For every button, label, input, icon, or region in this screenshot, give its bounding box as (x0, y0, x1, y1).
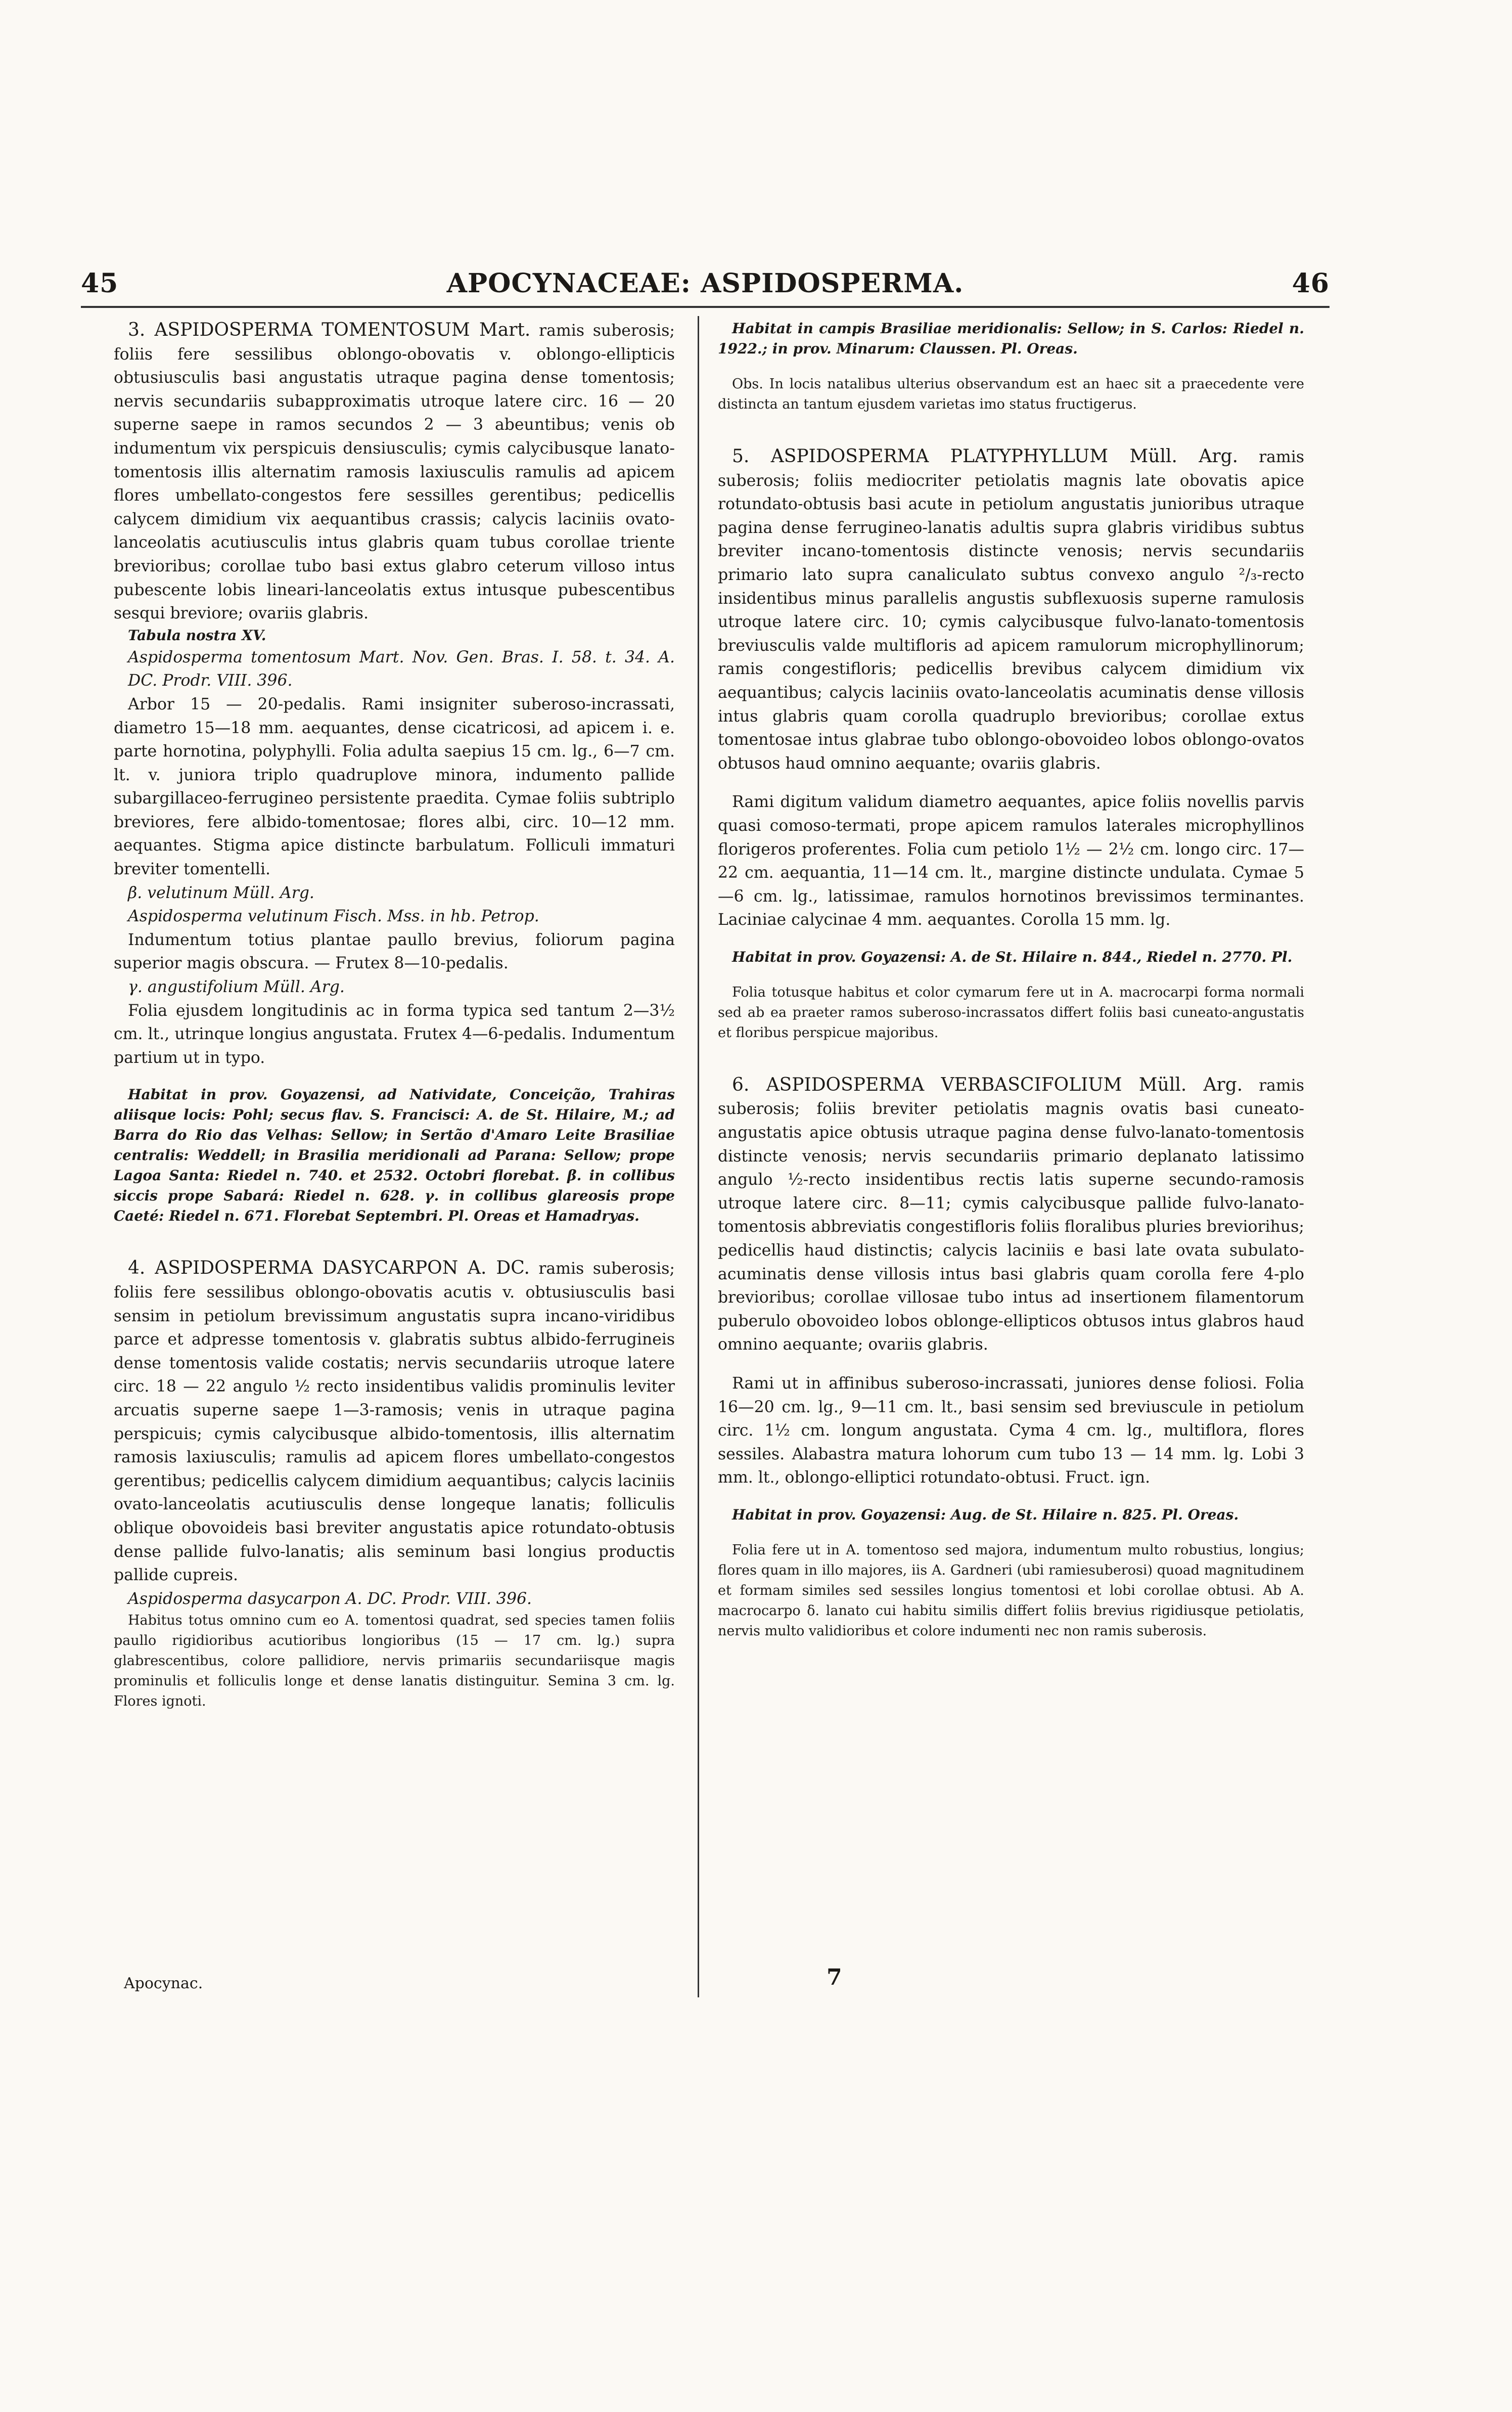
page-number-right: 46 (1292, 268, 1330, 299)
species-5-heading: 5. ASPIDOSPERMA PLATYPHYLLUM Müll. Arg. (732, 446, 1239, 467)
species-3-details: Arbor 15 — 20-pedalis. Rami insigniter suberoso-incrassati, diametro 15—18 mm. aequantes, dense cicatricosi, ad apicem i. e. parte hornotina, polyphylli. Folia adulta saepius 15 cm. lg., 6—7 cm. lt. v. juniora triplo quadruplove minora, indumento pallide subargillaceo-ferrugineo persistente praedita. Cymae foliis subtriplo breviores, fere albido-tomentosae; flores albi, circ. 10—12 mm. aequantes. Stigma apice distincte barbulatum. Folliculi immaturi breviter tomentelli. (114, 695, 675, 879)
signature-mark: Apocynac. (124, 1975, 203, 1992)
header-rule (81, 306, 1330, 308)
species-6-note: Folia fere ut in A. tomentoso sed majora, indumentum multo robustius, longius; flores quam in illo majores, iis A. Gardneri (ubi ramiesuberosi) quoad magnitudinem et formam similes sed sessiles longius tomentosi et lobi corollae obtusi. Ab A. macrocarpo δ. lanato cui habitu similis differt foliis brevius rigidiusque petiolatis, nervis multo validioribus et colore indumenti nec non ramis suberosis. (718, 1542, 1304, 1639)
species-4-habitat: Habitat in campis Brasiliae meridionalis: Sellow; in S. Carlos: Riedel n. 1922.; in prov. Minarum: Claussen. Pl. Oreas. (718, 320, 1304, 357)
species-3-habitat: Habitat in prov. Goyazensi, ad Natividate, Conceição, Trahiras aliisque locis: Pohl; secus flav. S. Francisci: A. de St. Hilaire, M.; ad Barra do Rio das Velhas: Sellow; in Sertão d'Amaro Leite Brasiliae centralis: Weddell; in Brasilia meridionali ad Parana: Sellow; prope Lagoa Santa: Riedel n. 740. et 2532. Octobri florebat. β. in collibus siccis prope Sabará: Riedel n. 628. γ. in collibus glareosis prope Caeté: Riedel n. 671. Florebat Septembri. Pl. Oreas et Hamadryas. (114, 1086, 675, 1225)
species-5-details: Rami digitum validum diametro aequantes, apice foliis novellis parvis quasi comoso-termati, prope apicem ramulos laterales microphyllinos florigeros proferentes. Folia cum petiolo 1½ — 2½ cm. longo circ. 17—22 cm. aequantia, 11—14 cm. lt., margine distincte undulata. Cymae 5—6 cm. lg., latissimae, ramulos hornotinos brevissimos terminantes. Laciniae calycinae 4 mm. aequantes. Corolla 15 mm. lg. (718, 793, 1304, 929)
species-4-synonym: Aspidosperma dasycarpon A. DC. Prodr. VIII. 396. (128, 1589, 532, 1608)
species-4-heading: 4. ASPIDOSPERMA DASYCARPON A. DC. (128, 1258, 530, 1279)
species-6-heading: 6. ASPIDOSPERMA VERBASCIFOLIUM Müll. Arg. (732, 1074, 1243, 1095)
variety-beta-description: Indumentum totius plantae paullo brevius, foliorum pagina superior magis obscura. — Frutex 8—10-pedalis. (114, 930, 675, 973)
right-column (718, 319, 1304, 1641)
running-title: APOCYNACEAE: ASPIDOSPERMA. (446, 268, 964, 299)
species-6-description: 6. ASPIDOSPERMA VERBASCIFOLIUM Müll. Arg. ramis suberosis; foliis breviter petiolatis magnis ovatis basi cuneato-angustatis apice obtusis utraque pagina dense fulvo-lanato-tomentosis distincte venosis; nervis secundariis primario deplanato latissimo angulo ½-recto insidentibus rectis latis superne secundo-ramosis utroque latere circ. 8—11; cymis calycibusque pallide fulvo-lanato-tomentosis abbreviatis congestifloris foliis floralibus pluries breviorihus; pedicellis haud distinctis; calycis laciniis e basi late ovata subulato-acuminatis dense villosis intus basi glabris quam corolla fere 4-plo brevioribus; corollae villosae tubo intus ad insertionem filamentorum puberulo obovoideo lobos oblonge-ellipticos obtusos intus glabros haud omnino aequante; ovariis glabris. (718, 1074, 1305, 1354)
species-3-description: 3. ASPIDOSPERMA TOMENTOSUM Mart. ramis suberosis; foliis fere sessilibus oblongo-obovatis v. oblongo-ellipticis obtusiusculis basi angustatis utraque pagina dense tomentosis; nervis secundariis subapproximatis utroque latere circ. 16 — 20 superne saepe in ramos secundos 2 — 3 abeuntibus; venis ob indumentum vix perspicuis densiusculis; cymis calycibusque lanato-tomentosis illis alternatim ramosis laxiusculis ramulis ad apicem flores umbellato-congestos fere sessilles gerentibus; pedicellis calycem dimidium vix aequantibus crassis; calycis laciniis ovato-lanceolatis acutiusculis intus glabris quam tubus corollae triente brevioribus; corollae tubo basi extus glabro ceterum villoso intus pubescente lobis lineari-lanceolatis extus intusque pubescentibus sesqui breviore; ovariis glabris. (114, 320, 675, 623)
species-3-heading: 3. ASPIDOSPERMA TOMENTOSUM Mart. (128, 320, 531, 340)
species-4-note: Habitus totus omnino cum eo A. tomentosi quadrat, sed species tamen foliis paullo rigidioribus acutioribus longioribus (15 — 17 cm. lg.) supra glabrescentibus, colore pallidiore, nervis primariis secundariisque magis prominulis et folliculis longe et dense lanatis distinguitur. Semina 3 cm. lg. Flores ignoti. (114, 1613, 675, 1710)
sheet-number: 7 (827, 1964, 842, 1990)
variety-beta-heading: β. velutinum Müll. Arg. (128, 883, 314, 902)
species-3-synonym: Aspidosperma tomentosum Mart. Nov. Gen. Bras. I. 58. t. 34. A. DC. Prodr. VIII. 396. (128, 648, 675, 690)
page-number-left: 45 (81, 268, 119, 299)
variety-gamma-description: Folia ejusdem longitudinis ac in forma typica sed tantum 2—3½ cm. lt., utrinque longius angustata. Frutex 4—6-pedalis. Indumentum partium ut in typo. (114, 1001, 675, 1067)
column-divider (698, 316, 699, 1997)
page-header (81, 268, 1330, 303)
species-3-plate: Tabula nostra XV. (128, 627, 266, 644)
species-4-observation: Obs. In locis natalibus ulterius observandum est an haec sit a praecedente vere distincta an tantum ejusdem varietas imo status fructigerus. (718, 376, 1304, 412)
species-5-habitat: Habitat in prov. Goyazensi: A. de St. Hilaire n. 844., Riedel n. 2770. Pl. (732, 948, 1293, 965)
species-6-habitat: Habitat in prov. Goyazensi: Aug. de St. Hilaire n. 825. Pl. Oreas. (732, 1506, 1239, 1523)
species-4-description: 4. ASPIDOSPERMA DASYCARPON A. DC. ramis suberosis; foliis fere sessilibus oblongo-obovatis acutis v. obtusiusculis basi sensim in petiolum brevissimum angustatis supra incano-viridibus parce et adpresse tomentosis v. glabratis subtus albido-ferrugineis dense tomentosis valide costatis; nervis secundariis utroque latere circ. 18 — 22 angulo ½ recto insidentibus validis prominulis leviter arcuatis superne saepe 1—3-ramosis; venis in utraque pagina perspicuis; cymis calycibusque albido-tomentosis, illis alternatim ramosis laxiusculis; ramulis ad apicem flores umbellato-congestos gerentibus; pedicellis calycem dimidium aequantibus; calycis laciniis ovato-lanceolatis acutiusculis dense longeque lanatis; folliculis oblique obovoideis basi breviter angustatis apice rotundato-obtusis dense pallide fulvo-lanatis; alis seminum basi longius productis pallide cupreis. (114, 1258, 675, 1585)
species-5-note: Folia totusque habitus et color cymarum fere ut in A. macrocarpi forma normali sed ab ea praeter ramos suberoso-incrassatos differt foliis basi cuneato-angustatis et floribus perspicue majoribus. (718, 984, 1304, 1041)
species-5-description: 5. ASPIDOSPERMA PLATYPHYLLUM Müll. Arg. ramis suberosis; foliis mediocriter petiolatis magnis late obovatis apice rotundato-obtusis basi acute in petiolum angustatis junioribus utraque pagina dense ferrugineo-lanatis adultis supra glabris viridibus subtus breviter incano-tomentosis distincte venosis; nervis secundariis primario lato supra canaliculato subtus convexo angulo ²/₃-recto insidentibus minus parallelis angustis subflexuosis superne ramulosis utroque latere circ. 10; cymis calycibusque fulvo-lanato-tomentosis breviusculis valde multifloris ad apicem ramulorum microphyllinorum; ramis congestifloris; pedicellis brevibus calycem dimidium vix aequantibus; calycis laciniis ovato-lanceolatis acuminatis dense villosis intus glabris quam corolla quadruplo brevioribus; corollae extus tomentosae intus glabrae tubo oblongo-obovoideo lobos oblongo-ovatos obtusos haud omnino aequante; ovariis glabris. (718, 446, 1305, 773)
left-column (114, 319, 675, 1712)
species-6-details: Rami ut in affinibus suberoso-incrassati, juniores dense foliosi. Folia 16—20 cm. lg., 9—11 cm. lt., basi sensim sed breviuscule in petiolum circ. 1½ cm. longum angustata. Cyma 4 cm. lg., multiflora, flores sessiles. Alabastra matura lohorum cum tubo 13 — 14 mm. lg. Lobi 3 mm. lt., oblongo-elliptici rotundato-obtusi. Fruct. ign. (718, 1374, 1304, 1487)
variety-gamma-heading: γ. angustifolium Müll. Arg. (128, 978, 345, 997)
variety-beta-synonym: Aspidosperma velutinum Fisch. Mss. in hb. Petrop. (128, 907, 539, 926)
